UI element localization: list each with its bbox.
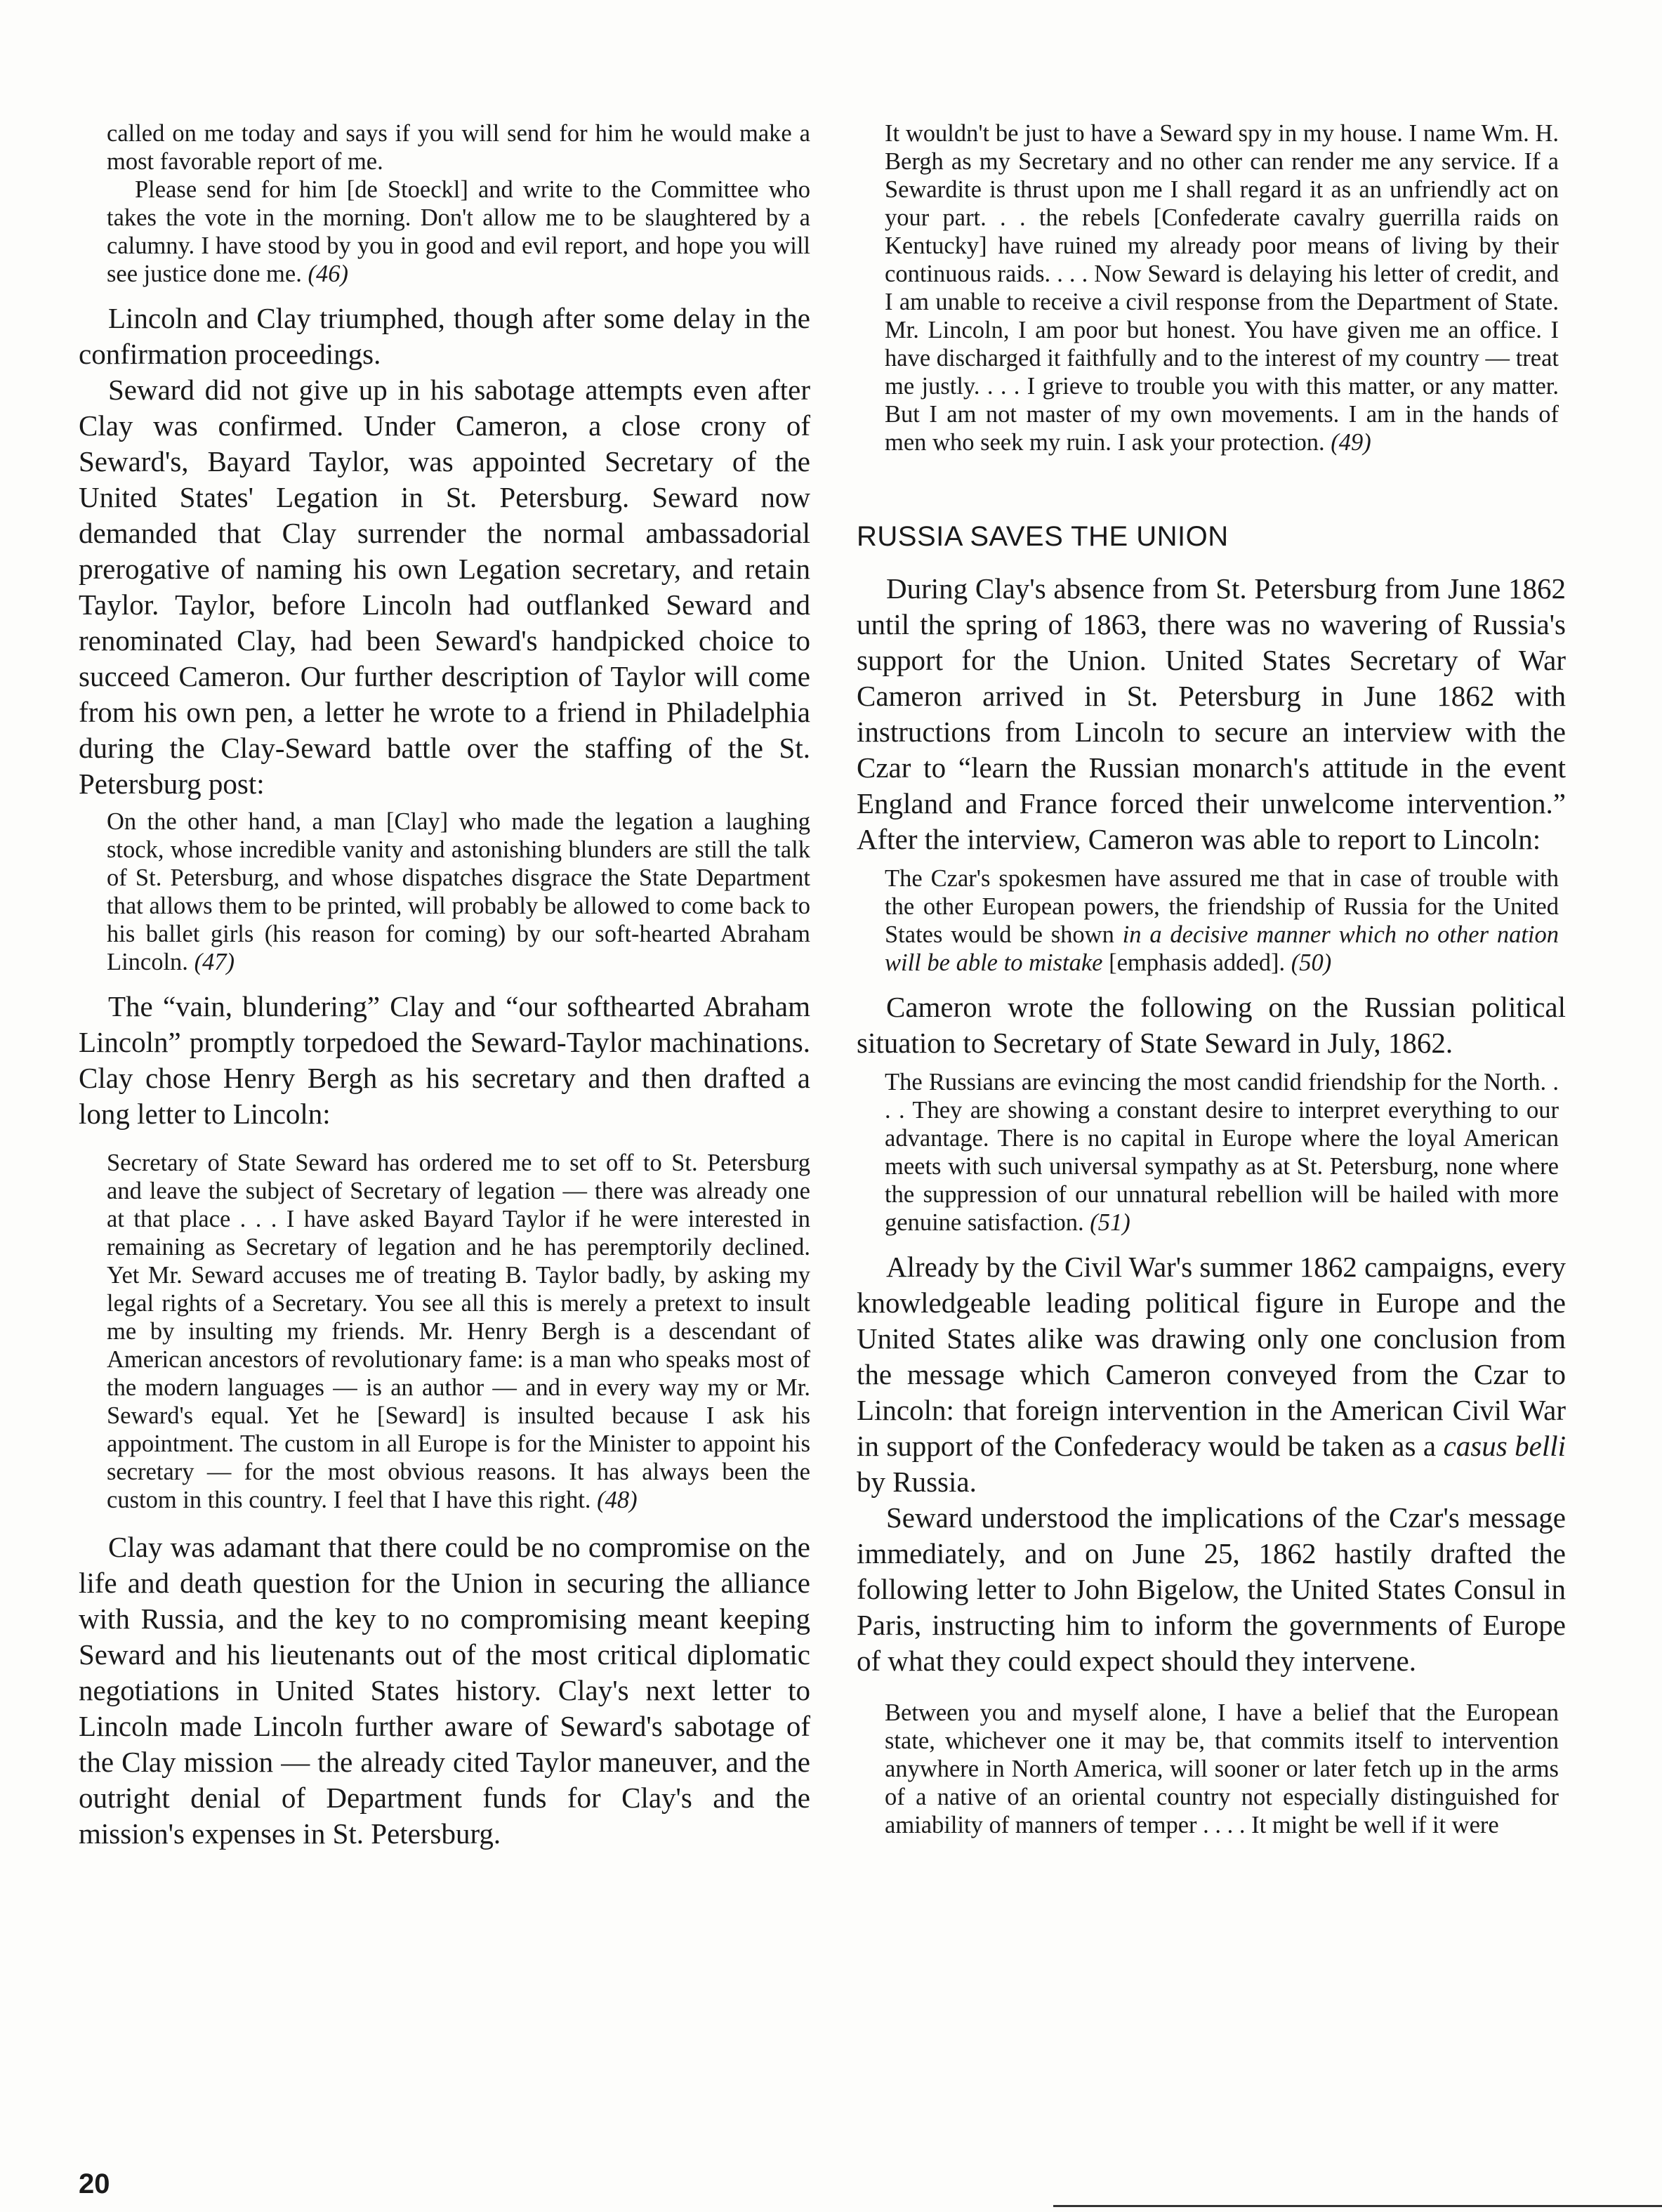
citation: (50) [1291,949,1332,976]
quote-text: On the other hand, a man [Clay] who made the legation a laughing stock, whose incredible vanity and astonishing blunders are still the talk of St. Petersburg, and whose dispatches disgrace the State Department that allows them to be printed, will probably be allowed to come back to his ballet girls (his reason for coming) by our soft-hearted Abraham Lincoln. [107,808,810,975]
citation: (46) [308,261,348,287]
quote-text: Please send for him [de Stoeckl] and write to the Committee who takes the vote in the morning. Don't allow me to be slaughtered by a calumny. I have stood by you in good and evil report, and hope you will see justice done me. [107,176,810,287]
body-paragraph: Cameron wrote the following on the Russian political situation to Secretary of State Seward in July, 1862. [857,991,1566,1059]
body-paragraph: Clay was adamant that there could be no compromise on the life and death question for the Union in securing the alliance with Russia, and the key to no compromising meant keeping Seward and his lieutenants out of the most critical diplomatic negotiations in United States history. Clay's next letter to Lincoln made Lincoln further aware of Seward's sabotage of the Clay mission — the already cited Taylor maneuver, and the outright denial of Department funds for Clay's and the mission's expenses in St. Petersburg. [79,1531,810,1850]
emphasis: casus belli [1443,1430,1567,1462]
quote-paragraph [107,176,810,288]
left-column [79,119,810,1852]
citation: (51) [1090,1209,1130,1236]
quote-text: The Czar's spokesmen have assured me that in case of trouble with the other European powers, the friendship of Russia for the United States would be shown [885,865,1559,948]
citation: (48) [597,1487,638,1513]
body-paragraph: The “vain, blundering” Clay and “our softhearted Abraham Lincoln” promptly torpedoed the Seward-Taylor machinations. Clay chose Henry Bergh as his secretary and then drafted a long letter to Lincoln: [79,990,810,1130]
block-quote [857,1068,1566,1237]
quote-text: Secretary of State Seward has ordered me to set off to St. Petersburg and leave the subject of Secretary of legation — there was already one at that place . . . I have asked Bayard Taylor if he were interested in remaining as Secretary of legation and he has peremptorily declined. Yet Mr. Seward accuses me of treating B. Taylor badly, by asking my legal rights of a Secretary. You see all this is merely a pretext to insult me by insulting my friends. Mr. Henry Bergh is a descendant of American ancestors of revolutionary fame: is a man who speaks most of the modern languages — is an author — and in every way my or Mr. Seward's equal. Yet he [Seward] is insulted because I ask his appointment. The custom in all Europe is for the Minister to appoint his secretary — for the most obvious reasons. It has always been the custom in this country. I feel that I have this right. [107,1150,810,1513]
block-quote [79,1149,810,1514]
paragraph-text: Already by the Civil War's summer 1862 campaigns, every knowledgeable leading political figure in Europe and the United States alike was drawing only one conclusion from the message which Cameron conveyed from the Czar to Lincoln: that foreign intervention in the American Civil War in support of the Confederacy would be taken as a [857,1251,1566,1462]
section-heading: RUSSIA SAVES THE UNION [857,521,1229,552]
block-quote [79,808,810,976]
body-paragraph: Lincoln and Clay triumphed, though after some delay in the confirmation proceedings. [79,302,810,370]
quote-text: The Russians are evincing the most candid friendship for the North. . . . They are showing a constant desire to interpret everything to our advantage. There is no capital in Europe where the loyal American meets with such universal sympathy as at St. Petersburg, none where the suppression of our unnatural rebellion will be hailed with more genuine satisfaction. [885,1069,1559,1236]
quote-text: It wouldn't be just to have a Seward spy in my house. I name Wm. H. Bergh as my Secretary and no other can render me any service. If a Sewardite is thrust upon me I shall regard it as an unfriendly act on your part. . . the rebels [Confederate cavalry guerrilla raids on Kentucky] have ruined my already poor means of living by their continuous raids. . . . Now Seward is delaying his letter of credit, and I am unable to receive a civil response from the Department of State. Mr. Lincoln, I am poor but honest. You have given me an office. I have discharged it faithfully and to the interest of my country — treat me justly. . . . I grieve to trouble you with this matter, or any matter. But I am not master of my own movements. I am in the hands of men who seek my ruin. I ask your protection. [885,120,1559,456]
quote-paragraph: called on me today and says if you will send for him he would make a most favorable report of me. [107,120,810,175]
body-paragraph: Seward did not give up in his sabotage attempts even after Clay was confirmed. Under Cameron, a close crony of Seward's, Bayard Taylor, was appointed Secretary of the United States' Legation in St. Petersburg. Seward now demanded that Clay surrender the normal ambassadorial prerogative of naming his own Legation secretary, and retain Taylor. Taylor, before Lincoln had outflanked Seward and renominated Clay, had been Seward's handpicked choice to succeed Cameron. Our further description of Taylor will come from his own pen, a letter he wrote to a friend in Philadelphia during the Clay-Seward battle over the staffing of the St. Petersburg post: [79,374,810,800]
page-number: 20 [79,2168,110,2199]
body-paragraph [857,1249,1566,1500]
block-quote [857,1699,1566,1839]
citation: (49) [1331,429,1371,456]
body-paragraph: Seward understood the implications of the Czar's message immediately, and on June 25, 1862 hastily drafted the following letter to John Bigelow, the United States Consul in Paris, instructing him to inform the governments of Europe of what they could expect should they intervene. [857,1501,1566,1677]
quote-text: [emphasis added]. [1109,949,1286,976]
block-quote [857,864,1566,977]
emphasis: in a decisive manner which no other nation will be able to mistake [885,921,1559,976]
block-quote [857,119,1566,456]
citation: (47) [194,949,235,975]
block-quote [79,119,810,288]
paragraph-text: by Russia. [857,1466,977,1498]
quote-text: Between you and myself alone, I have a belief that the European state, whichever one it may be, that commits itself to intervention anywhere in North America, will sooner or later fetch up in the arms of a native of an oriental country not especially distinguished for amiability of manners of temper . . . . It might be well if it were [885,1699,1559,1838]
body-paragraph: During Clay's absence from St. Petersburg from June 1862 until the spring of 1863, there was no wavering of Russia's support for the Union. United States Secretary of War Cameron arrived in St. Petersburg in June 1862 with instructions from Lincoln to secure an interview with the Czar to “learn the Russian monarch's attitude in the event England and France forced their unwelcome intervention.” After the interview, Cameron was able to report to Lincoln: [857,572,1566,855]
right-column [857,119,1566,1852]
footer-rule [1053,2205,1662,2207]
